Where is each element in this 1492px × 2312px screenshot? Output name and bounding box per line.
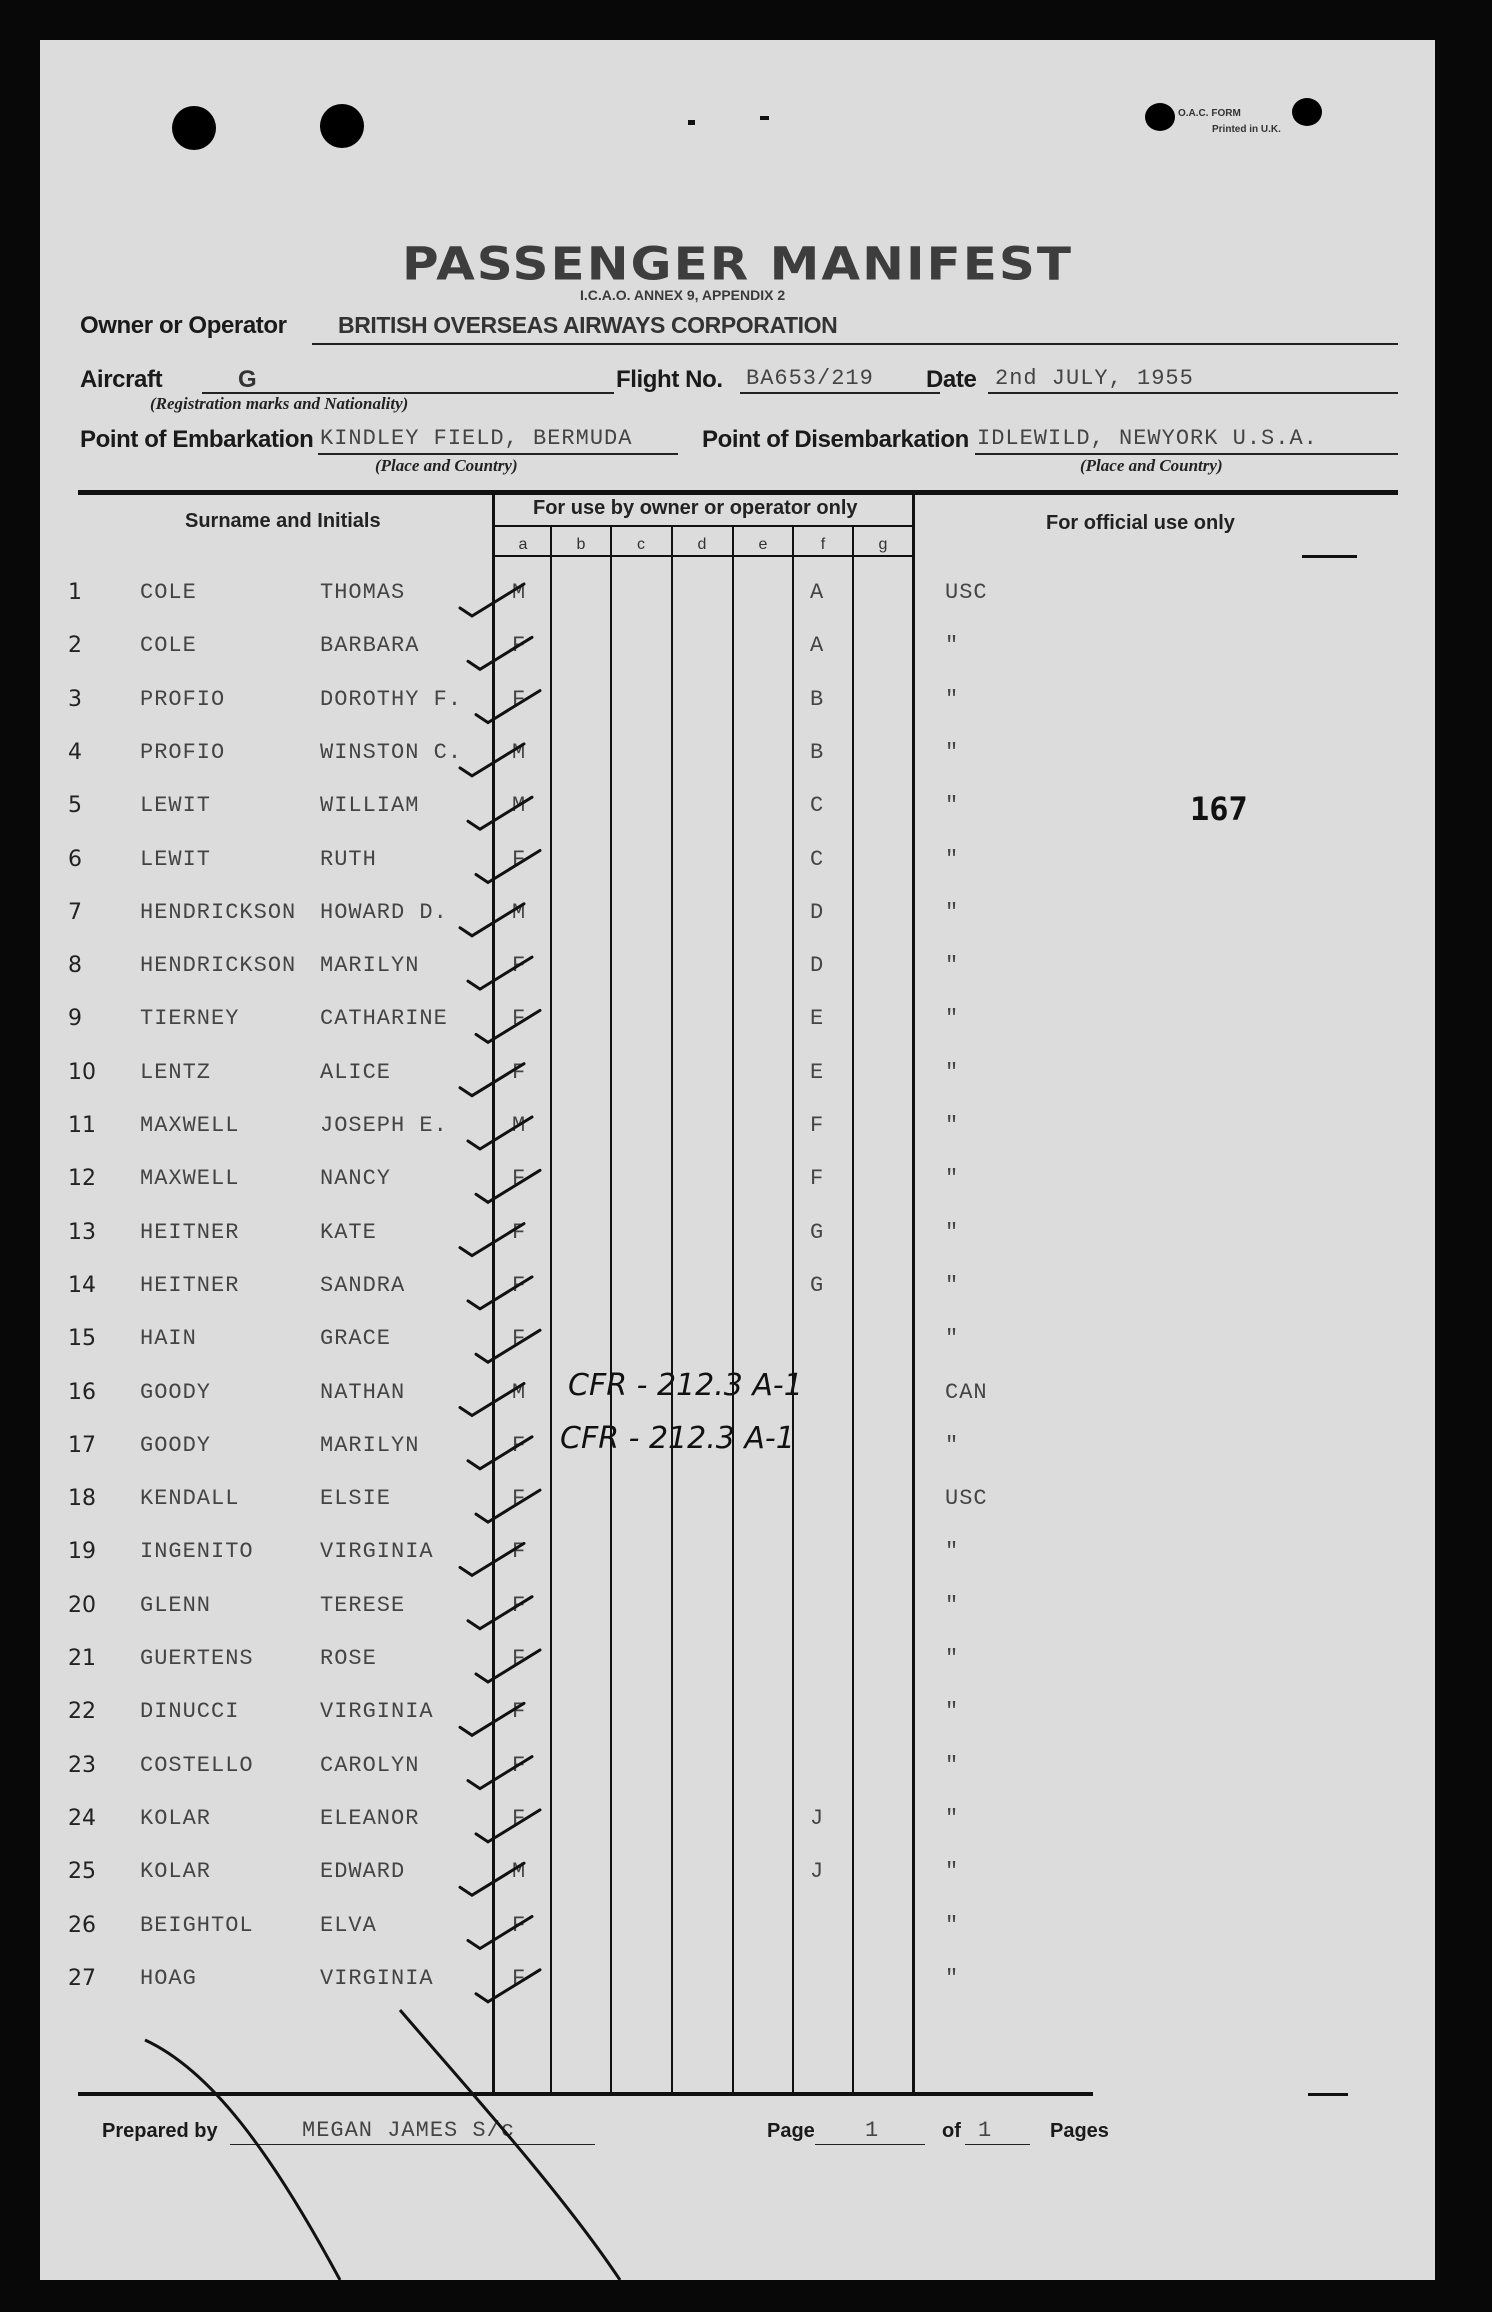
official-cell: " xyxy=(945,1272,960,1298)
official-cell: " xyxy=(945,1219,960,1245)
row-number: 9 xyxy=(68,1006,82,1032)
row-number: 13 xyxy=(68,1219,96,1245)
given-name-cell: VIRGINIA xyxy=(320,1965,434,1991)
row-number: 17 xyxy=(68,1432,96,1458)
row-number: 6 xyxy=(68,846,82,872)
given-name-cell: RUTH xyxy=(320,846,377,872)
disembarkation-hint: (Place and Country) xyxy=(1080,456,1223,475)
official-cell: " xyxy=(945,1646,960,1671)
official-cell: " xyxy=(945,899,960,925)
official-cell: " xyxy=(945,633,960,659)
row-number: 20 xyxy=(68,1592,96,1618)
prepared-by-value: MEGAN JAMES S/c xyxy=(302,2118,516,2143)
group-cell: B xyxy=(810,739,825,765)
prepared-by-label: Prepared by xyxy=(102,2120,218,2142)
check-mark-icon xyxy=(476,1650,540,1682)
official-cell: " xyxy=(945,1592,960,1618)
surname-cell: COLE xyxy=(140,580,197,605)
given-name-cell: NATHAN xyxy=(320,1379,406,1405)
check-mark-icon xyxy=(460,744,524,776)
given-name-cell: HOWARD D. xyxy=(320,899,448,925)
sex-cell: F xyxy=(512,1272,527,1298)
check-mark-icon xyxy=(468,1117,532,1149)
official-cell: " xyxy=(945,1006,960,1032)
manifest-page xyxy=(40,40,1435,2280)
col-operator-header: For use by owner or operator only xyxy=(533,497,858,519)
disembarkation-label: Point of Disembarkation xyxy=(702,426,969,453)
row-number: 10 xyxy=(68,1059,96,1085)
group-cell: J xyxy=(810,1859,825,1885)
page-title: PASSENGER MANIFEST xyxy=(402,237,1073,291)
sex-cell: F xyxy=(512,1646,527,1671)
printed-in: Printed in U.K. xyxy=(1212,124,1281,135)
sex-cell: F xyxy=(512,1592,527,1618)
sex-cell: F xyxy=(512,1059,527,1085)
col-letter-d: d xyxy=(697,536,707,553)
given-name-cell: BARBARA xyxy=(320,633,420,659)
official-cell: USC xyxy=(945,1486,988,1512)
col-official-header: For official use only xyxy=(1046,512,1235,534)
page-value: 1 xyxy=(865,2118,880,2143)
col-letter-g: g xyxy=(878,536,888,553)
official-cell: " xyxy=(945,1326,960,1352)
given-name-cell: KATE xyxy=(320,1219,377,1245)
row-number: 27 xyxy=(68,1965,96,1991)
sex-cell: M xyxy=(512,1113,527,1138)
given-name-cell: TERESE xyxy=(320,1592,406,1618)
given-name-cell: THOMAS xyxy=(320,580,406,605)
given-name-cell: DOROTHY F. xyxy=(320,686,463,712)
official-cell: " xyxy=(945,686,960,712)
row-number: 12 xyxy=(68,1166,96,1192)
group-cell: A xyxy=(810,580,825,605)
row-number: 7 xyxy=(68,899,82,925)
sex-cell: F xyxy=(512,1965,527,1991)
check-mark-icon xyxy=(476,691,540,723)
check-mark-icon xyxy=(460,1703,524,1735)
group-cell: E xyxy=(810,1006,825,1032)
surname-cell: HENDRICKSON xyxy=(140,953,297,979)
given-name-cell: WILLIAM xyxy=(320,793,420,819)
sex-cell: F xyxy=(512,1699,527,1725)
surname-cell: INGENITO xyxy=(140,1539,254,1565)
given-name-cell: ALICE xyxy=(320,1059,392,1085)
surname-cell: LENTZ xyxy=(140,1059,212,1085)
official-cell: " xyxy=(945,1912,960,1938)
surname-cell: GLENN xyxy=(140,1592,212,1618)
sex-cell: M xyxy=(512,899,527,925)
sex-cell: M xyxy=(512,580,527,605)
check-mark-icon xyxy=(460,1543,524,1575)
row-number: 22 xyxy=(68,1699,96,1725)
sex-cell: M xyxy=(512,739,527,765)
check-mark-icon xyxy=(460,584,524,616)
margin-number: 167 xyxy=(1190,790,1248,828)
cancellation-line-left xyxy=(145,2040,340,2280)
official-cell: USC xyxy=(945,580,988,605)
handwritten-note-row-16: CFR - 212.3 A-1 xyxy=(568,1368,803,1403)
surname-cell: COSTELLO xyxy=(140,1752,254,1778)
official-cell: " xyxy=(945,739,960,765)
group-cell: C xyxy=(810,846,825,872)
check-mark-icon xyxy=(468,797,532,829)
group-cell: C xyxy=(810,793,825,819)
sex-cell: M xyxy=(512,1379,527,1405)
check-mark-icon xyxy=(476,1170,540,1202)
date-label: Date xyxy=(926,366,977,393)
sex-cell: F xyxy=(512,686,527,712)
row-number: 23 xyxy=(68,1752,96,1778)
surname-cell: MAXWELL xyxy=(140,1166,240,1192)
sex-cell: F xyxy=(512,1432,527,1458)
sex-cell: F xyxy=(512,846,527,872)
row-number: 16 xyxy=(68,1379,96,1405)
check-mark-icon xyxy=(460,1863,524,1895)
given-name-cell: VIRGINIA xyxy=(320,1699,434,1725)
embarkation-hint: (Place and Country) xyxy=(375,456,518,475)
check-mark-icon xyxy=(468,637,532,669)
row-number: 18 xyxy=(68,1486,96,1512)
sex-cell: F xyxy=(512,1752,527,1778)
official-cell: " xyxy=(945,846,960,872)
official-cell: " xyxy=(945,1699,960,1725)
given-name-cell: VIRGINIA xyxy=(320,1539,434,1565)
row-number: 8 xyxy=(68,953,82,979)
official-cell: " xyxy=(945,953,960,979)
row-number: 11 xyxy=(68,1113,96,1138)
official-cell: " xyxy=(945,1059,960,1085)
surname-cell: HOAG xyxy=(140,1965,197,1991)
sex-cell: M xyxy=(512,793,527,819)
surname-cell: HEITNER xyxy=(140,1219,240,1245)
check-mark-icon xyxy=(468,1597,532,1629)
surname-cell: GUERTENS xyxy=(140,1646,254,1671)
page-subtitle: I.C.A.O. ANNEX 9, APPENDIX 2 xyxy=(580,287,786,303)
official-cell: " xyxy=(945,1166,960,1192)
given-name-cell: WINSTON C. xyxy=(320,739,463,765)
cancellation-line-right xyxy=(400,2010,620,2280)
sex-cell: F xyxy=(512,1006,527,1032)
check-mark-icon xyxy=(476,1970,540,2002)
surname-cell: KENDALL xyxy=(140,1486,240,1512)
surname-cell: PROFIO xyxy=(140,739,226,765)
group-cell: B xyxy=(810,686,825,712)
official-cell: " xyxy=(945,1432,960,1458)
row-number: 24 xyxy=(68,1805,96,1831)
sex-cell: F xyxy=(512,953,527,979)
sex-cell: M xyxy=(512,1859,527,1885)
surname-cell: GOODY xyxy=(140,1379,212,1405)
surname-cell: HAIN xyxy=(140,1326,197,1352)
group-cell: A xyxy=(810,633,825,659)
group-cell: G xyxy=(810,1272,825,1298)
official-cell: " xyxy=(945,1752,960,1778)
row-number: 25 xyxy=(68,1859,96,1885)
check-mark-icon xyxy=(476,1490,540,1522)
official-cell: " xyxy=(945,1113,960,1138)
row-number: 26 xyxy=(68,1912,96,1938)
row-number: 5 xyxy=(68,793,82,819)
page-label: Page xyxy=(767,2120,815,2142)
given-name-cell: ROSE xyxy=(320,1646,377,1671)
handwritten-note-row-17: CFR - 212.3 A-1 xyxy=(560,1421,795,1456)
disembarkation-value: IDLEWILD, NEWYORK U.S.A. xyxy=(977,426,1318,451)
given-name-cell: CAROLYN xyxy=(320,1752,420,1778)
sex-cell: F xyxy=(512,1166,527,1192)
row-number: 19 xyxy=(68,1539,96,1565)
date-value: 2nd JULY, 1955 xyxy=(995,366,1194,391)
given-name-cell: NANCY xyxy=(320,1166,392,1192)
given-name-cell: ELSIE xyxy=(320,1486,392,1512)
check-mark-icon xyxy=(476,851,540,883)
of-value: 1 xyxy=(978,2118,993,2143)
group-cell: F xyxy=(810,1113,825,1138)
sex-cell: F xyxy=(512,1219,527,1245)
sex-cell: F xyxy=(512,1486,527,1512)
surname-cell: KOLAR xyxy=(140,1805,212,1831)
check-mark-icon xyxy=(468,1917,532,1949)
check-mark-icon xyxy=(460,1224,524,1256)
surname-cell: HEITNER xyxy=(140,1272,240,1298)
pages-label: Pages xyxy=(1050,2120,1109,2142)
surname-cell: BEIGHTOL xyxy=(140,1912,254,1938)
owner-label: Owner or Operator xyxy=(80,312,287,339)
check-mark-icon xyxy=(468,957,532,989)
given-name-cell: CATHARINE xyxy=(320,1006,448,1032)
aircraft-hint: (Registration marks and Nationality) xyxy=(150,394,409,413)
surname-cell: COLE xyxy=(140,633,197,659)
row-number: 2 xyxy=(68,633,82,659)
surname-cell: HENDRICKSON xyxy=(140,899,297,925)
aircraft-label: Aircraft xyxy=(80,366,163,393)
group-cell: D xyxy=(810,899,825,925)
flight-label: Flight No. xyxy=(616,366,723,393)
given-name-cell: JOSEPH E. xyxy=(320,1113,448,1138)
group-cell: D xyxy=(810,953,825,979)
embarkation-label: Point of Embarkation xyxy=(80,426,314,453)
handwriting-strokes xyxy=(40,40,1435,2280)
given-name-cell: MARILYN xyxy=(320,1432,420,1458)
sex-cell: F xyxy=(512,1805,527,1831)
given-name-cell: SANDRA xyxy=(320,1272,406,1298)
sex-cell: F xyxy=(512,1912,527,1938)
official-cell: CAN xyxy=(945,1379,988,1405)
check-mark-icon xyxy=(468,1277,532,1309)
check-mark-icon xyxy=(460,1064,524,1096)
given-name-cell: ELVA xyxy=(320,1912,377,1938)
surname-cell: DINUCCI xyxy=(140,1699,240,1725)
surname-cell: MAXWELL xyxy=(140,1113,240,1138)
surname-cell: TIERNEY xyxy=(140,1006,240,1032)
row-number: 1 xyxy=(68,580,82,605)
check-mark-icon xyxy=(468,1757,532,1789)
given-name-cell: ELEANOR xyxy=(320,1805,420,1831)
flight-value: BA653/219 xyxy=(746,366,874,391)
row-number: 14 xyxy=(68,1272,96,1298)
given-name-cell: GRACE xyxy=(320,1326,392,1352)
check-mark-icon xyxy=(460,1384,524,1416)
surname-cell: PROFIO xyxy=(140,686,226,712)
col-letter-f: f xyxy=(820,536,826,553)
embarkation-value: KINDLEY FIELD, BERMUDA xyxy=(320,426,633,451)
row-number: 21 xyxy=(68,1646,96,1671)
surname-cell: LEWIT xyxy=(140,846,212,872)
row-number: 4 xyxy=(68,739,82,765)
official-cell: " xyxy=(945,793,960,819)
row-number: 3 xyxy=(68,686,82,712)
col-letter-e: e xyxy=(758,536,768,553)
surname-cell: KOLAR xyxy=(140,1859,212,1885)
check-mark-icon xyxy=(476,1010,540,1042)
col-letter-b: b xyxy=(576,536,586,553)
official-cell: " xyxy=(945,1805,960,1831)
check-mark-icon xyxy=(468,1437,532,1469)
owner-value: BRITISH OVERSEAS AIRWAYS CORPORATION xyxy=(338,312,838,338)
given-name-cell: MARILYN xyxy=(320,953,420,979)
group-cell: F xyxy=(810,1166,825,1192)
given-name-cell: EDWARD xyxy=(320,1859,406,1885)
col-name-header: Surname and Initials xyxy=(185,510,381,532)
sex-cell: F xyxy=(512,633,527,659)
col-letter-a: a xyxy=(518,536,528,553)
sex-cell: F xyxy=(512,1326,527,1352)
group-cell: G xyxy=(810,1219,825,1245)
check-mark-icon xyxy=(476,1330,540,1362)
official-cell: " xyxy=(945,1859,960,1885)
surname-cell: GOODY xyxy=(140,1432,212,1458)
aircraft-value: G xyxy=(238,366,257,393)
sex-cell: F xyxy=(512,1539,527,1565)
row-number: 15 xyxy=(68,1326,96,1352)
group-cell: E xyxy=(810,1059,825,1085)
official-cell: " xyxy=(945,1965,960,1991)
col-letter-c: c xyxy=(637,536,645,553)
group-cell: J xyxy=(810,1805,825,1831)
check-mark-icon xyxy=(460,904,524,936)
of-label: of xyxy=(942,2120,961,2142)
form-number: O.A.C. FORM xyxy=(1178,108,1241,119)
surname-cell: LEWIT xyxy=(140,793,212,819)
check-mark-icon xyxy=(476,1810,540,1842)
official-cell: " xyxy=(945,1539,960,1565)
